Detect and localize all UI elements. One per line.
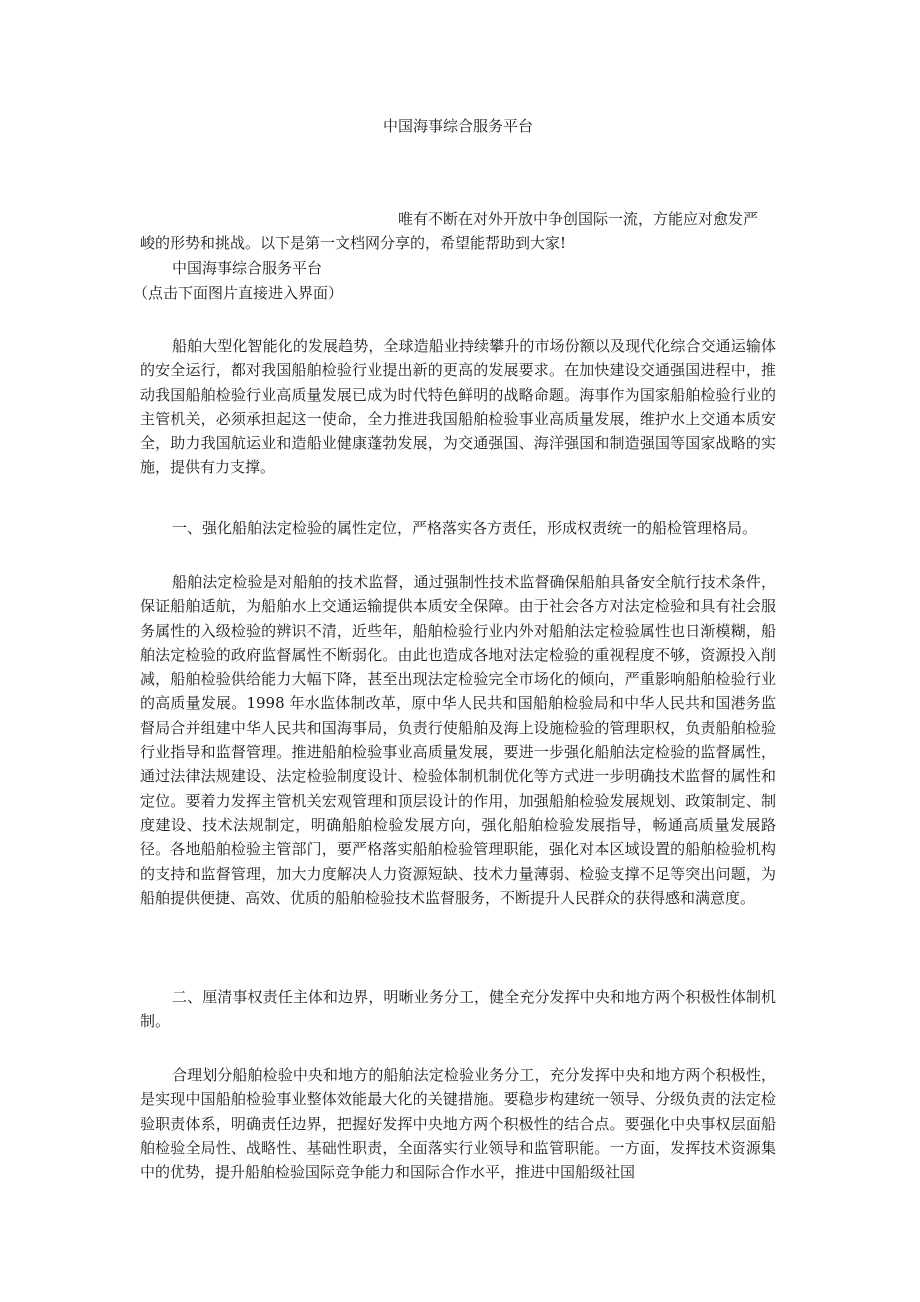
intro-text-line-1: 唯有不断在对外开放中争创国际一流，方能应对愈发严 [398,210,759,228]
document-title: 中国海事综合服务平台 [382,117,533,135]
platform-link[interactable]: 中国海事综合服务平台 [172,259,323,277]
click-note: （点击下面图片直接进入界面） [133,284,344,302]
section-heading-1: 一、强化船舶法定检验的属性定位，严格落实各方责任，形成权责统一的船检管理格局。 [172,519,758,537]
paragraph-section-1: 船舶法定检验是对船舶的技术监督，通过强制性技术监督确保船舶具备安全航行技术条件，保证船舶适航，为船舶水上交通运输提供本质安全保障。由于社会各方对法定检验和具有社会服务属性的入级检验的辨识不清，近些年，船舶检验行业内外对船舶法定检验属性也日渐模糊，船舶法定检验的政府监督属性不断弱化。由此也造成各地对法定检验的重视程度不够，资源投入削减，船舶检验供给能力大幅下降，甚至出现法定检验完全市场化的倾向，严重影响船舶检验行业的高质量发展。1998 年水监体制改革，原中华人民共和国船舶检验局和中华人民共和国港务监督局合并组建中华人民共和国海事局，负责行使船舶及海上设施检验的管理职权，负责船舶检验行业指导和监督管理。推进船舶检验事业高质量发展，要进一步强化船舶法定检验的监督属性，通过法律法规建设、法定检验制度设计、检验体制机制优化等方式进一步明确技术监督的属性和定位。要着力发挥主管机关宏观管理和顶层设计的作用，加强船舶检验发展规划、政策制定、制度建设、技术法规制定，明确船舶检验发展方向，强化船舶检验发展指导，畅通高质量发展路径。各地船舶检验主管部门，要严格落实船舶检验管理职能，强化对本区域设置的船舶检验机构的支持和监督管理，加大力度解决人力资源短缺、技术力量薄弱、检验支撑不足等突出问题，为船舶提供便捷、高效、优质的船舶检验技术监督服务，不断提升人民群众的获得感和满意度。 [140,573,776,907]
intro-text-line-2: 峻的形势和挑战。以下是第一文档网分享的，希望能帮助到大家! [140,234,567,252]
paragraph-intro: 船舶大型化智能化的发展趋势，全球造船业持续攀升的市场份额以及现代化综合交通运输体的安全运行，都对我国船舶检验行业提出新的更高的发展要求。在加快建设交通强国进程中，推动我国船舶检验行业高质量发展已成为时代特色鲜明的战略命题。海事作为国家船舶检验行业的主管机关，必须承担起这一使命，全力推进我国船舶检验事业高质量发展，维护水上交通本质安全，助力我国航运业和造船业健康蓬勃发展，为交通强国、海洋强国和制造强国等国家战略的实施，提供有力支撑。 [140,337,776,477]
paragraph-section-2: 合理划分船舶检验中央和地方的船舶法定检验业务分工，充分发挥中央和地方两个积极性，是实现中国船舶检验事业整体效能最大化的关键措施。要稳步构建统一领导、分级负责的法定检验职责体系，明确责任边界，把握好发挥中央地方两个积极性的结合点。要强化中央事权层面船舶检验全局性、战略性、基础性职责，全面落实行业领导和监管职能。一方面，发挥技术资源集中的优势，提升船舶检验国际竞争能力和国际合作水平，推进中国船级社国 [140,1066,776,1182]
section-heading-2: 二、厘清事权责任主体和边界，明晰业务分工，健全充分发挥中央和地方两个积极性体制机制。 [140,988,776,1031]
